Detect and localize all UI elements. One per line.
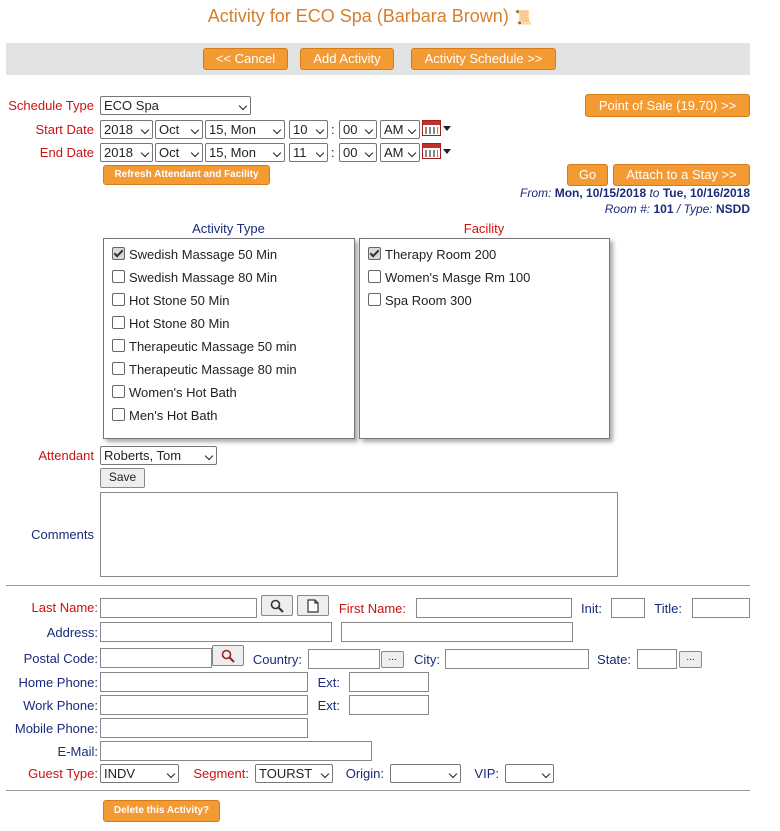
start-month-select[interactable]: Oct: [155, 120, 203, 139]
checkbox[interactable]: [112, 385, 125, 398]
search-last-name-button[interactable]: [261, 595, 293, 616]
facility-header: Facility: [463, 221, 505, 236]
activity-option-label: Swedish Massage 50 Min: [129, 247, 278, 262]
activity-option-label: Swedish Massage 80 Min: [129, 270, 278, 285]
search-icon: [221, 649, 235, 663]
comments-label: Comments: [31, 527, 94, 542]
comments-textarea[interactable]: [100, 492, 618, 577]
checkbox[interactable]: [112, 339, 125, 352]
activity-option-label: Women's Hot Bath: [129, 385, 237, 400]
checkbox[interactable]: [112, 362, 125, 375]
country-label: Country:: [252, 652, 302, 667]
go-button[interactable]: Go: [567, 164, 608, 186]
activity-option[interactable]: [112, 316, 229, 331]
activity-option-label: Hot Stone 50 Min: [129, 293, 230, 308]
end-ampm-select[interactable]: AM: [380, 143, 420, 162]
divider: [6, 585, 750, 586]
vip-label: VIP:: [474, 766, 499, 781]
home-ext-input[interactable]: [349, 672, 429, 692]
guest-type-label: Guest Type:: [28, 766, 98, 781]
address-line1-input[interactable]: [100, 622, 332, 642]
end-day-select[interactable]: 15, Mon: [205, 143, 285, 162]
page-title-text: Activity for ECO Spa (Barbara Brown): [207, 6, 509, 26]
mobile-phone-input[interactable]: [100, 718, 308, 738]
end-hour-select[interactable]: 11: [289, 143, 328, 162]
room-label: Room #:: [604, 202, 651, 216]
first-name-input[interactable]: [416, 598, 572, 618]
activity-type-list: [103, 238, 355, 439]
end-date-label: End Date: [39, 145, 94, 160]
postal-code-label: Postal Code:: [23, 651, 98, 666]
page-title: [0, 6, 740, 27]
guest-type-select[interactable]: INDV: [100, 764, 179, 783]
city-label: City:: [414, 652, 440, 667]
add-activity-button[interactable]: Add Activity: [300, 48, 394, 70]
activity-type-header: Activity Type: [192, 221, 265, 236]
state-input[interactable]: [637, 649, 677, 669]
start-year-select[interactable]: 2018: [100, 120, 153, 139]
to-value: Tue, 10/16/2018: [662, 186, 750, 200]
refresh-attendant-button[interactable]: Refresh Attendant and Facility: [103, 165, 270, 185]
divider: [6, 790, 750, 791]
origin-select[interactable]: [390, 764, 461, 783]
activity-option[interactable]: [112, 339, 297, 354]
save-button[interactable]: Save: [100, 468, 145, 488]
scroll-icon[interactable]: 📜: [514, 9, 533, 25]
country-input[interactable]: [308, 649, 380, 669]
work-ext-label: Ext:: [317, 698, 340, 713]
activity-option-label: Hot Stone 80 Min: [129, 316, 230, 331]
facility-option[interactable]: [368, 270, 530, 285]
facility-option-label: Therapy Room 200: [385, 247, 497, 262]
cancel-button[interactable]: << Cancel: [203, 48, 288, 70]
activity-option[interactable]: [112, 362, 297, 377]
checkbox[interactable]: [112, 270, 125, 283]
checkbox[interactable]: [368, 270, 381, 283]
activity-option-label: Therapeutic Massage 80 min: [129, 362, 297, 377]
activity-option[interactable]: [112, 385, 237, 400]
home-phone-label: Home Phone:: [18, 675, 98, 690]
init-label: Init:: [581, 601, 602, 616]
point-of-sale-button[interactable]: Point of Sale (19.70) >>: [585, 94, 750, 117]
from-label: From:: [520, 186, 552, 200]
first-name-label: First Name:: [338, 601, 406, 616]
from-value: Mon, 10/15/2018: [554, 186, 647, 200]
start-day-select[interactable]: 15, Mon: [205, 120, 285, 139]
to-label: to: [649, 186, 660, 200]
checkbox[interactable]: [112, 316, 125, 329]
checkbox[interactable]: [112, 408, 125, 421]
schedule-type-label: Schedule Type: [8, 98, 94, 113]
start-ampm-select[interactable]: AM: [380, 120, 420, 139]
activity-option[interactable]: [112, 293, 229, 308]
vip-select[interactable]: [505, 764, 554, 783]
segment-label: Segment:: [193, 766, 249, 781]
checkbox[interactable]: [112, 293, 125, 306]
postal-code-input[interactable]: [100, 648, 212, 668]
end-calendar-icon[interactable]: [422, 143, 441, 159]
room-type-value: NSDD: [715, 202, 750, 216]
facility-option[interactable]: [368, 293, 472, 308]
time-separator: :: [331, 145, 335, 160]
time-separator: :: [331, 122, 335, 137]
attach-to-stay-button[interactable]: Attach to a Stay >>: [613, 164, 750, 186]
end-calendar-dropdown-icon[interactable]: [443, 149, 451, 154]
checkbox[interactable]: [368, 293, 381, 306]
schedule-type-select[interactable]: ECO Spa: [100, 96, 251, 115]
mobile-phone-label: Mobile Phone:: [14, 721, 98, 736]
new-guest-button[interactable]: [297, 595, 329, 616]
email-label: E-Mail:: [57, 744, 98, 759]
email-input[interactable]: [100, 741, 372, 761]
activity-option-label: Therapeutic Massage 50 min: [129, 339, 297, 354]
end-year-select[interactable]: 2018: [100, 143, 153, 162]
activity-schedule-button[interactable]: Activity Schedule >>: [411, 48, 556, 70]
home-ext-label: Ext:: [317, 675, 340, 690]
work-phone-label: Work Phone:: [23, 698, 98, 713]
end-minute-select[interactable]: 00: [339, 143, 377, 162]
search-icon: [270, 599, 284, 613]
start-hour-select[interactable]: 10: [289, 120, 328, 139]
activity-option[interactable]: [112, 247, 277, 262]
country-lookup-button[interactable]: ...: [381, 651, 404, 668]
document-icon: [307, 599, 319, 613]
work-phone-input[interactable]: [100, 695, 308, 715]
home-phone-input[interactable]: [100, 672, 308, 692]
last-name-input[interactable]: [100, 598, 257, 618]
stay-room: [605, 202, 750, 216]
start-date-label: Start Date: [35, 122, 94, 137]
checkbox[interactable]: [368, 247, 381, 260]
activity-option[interactable]: [112, 408, 217, 423]
room-value: 101: [653, 202, 674, 216]
title-label: Title:: [654, 601, 682, 616]
stay-dates: [520, 186, 750, 200]
attendant-select[interactable]: Roberts, Tom: [100, 446, 217, 465]
title-input[interactable]: [692, 598, 750, 618]
facility-option[interactable]: [368, 247, 496, 262]
facility-option-label: Spa Room 300: [385, 293, 472, 308]
address-line2-input[interactable]: [341, 622, 573, 642]
origin-label: Origin:: [345, 766, 384, 781]
end-month-select[interactable]: Oct: [155, 143, 203, 162]
init-input[interactable]: [611, 598, 645, 618]
facility-option-label: Women's Masge Rm 100: [385, 270, 531, 285]
activity-option-label: Men's Hot Bath: [129, 408, 218, 423]
checkbox[interactable]: [112, 247, 125, 260]
room-type-label: / Type:: [676, 202, 713, 216]
city-input[interactable]: [445, 649, 589, 669]
address-label: Address:: [46, 625, 98, 640]
state-lookup-button[interactable]: ...: [679, 651, 702, 668]
search-postal-button[interactable]: [212, 645, 244, 666]
attendant-label: Attendant: [38, 448, 94, 463]
last-name-label: Last Name:: [31, 600, 98, 615]
start-minute-select[interactable]: 00: [339, 120, 377, 139]
work-ext-input[interactable]: [349, 695, 429, 715]
segment-select[interactable]: TOURST: [255, 764, 333, 783]
start-calendar-dropdown-icon[interactable]: [443, 126, 451, 131]
start-calendar-icon[interactable]: [422, 120, 441, 136]
state-label: State:: [597, 652, 631, 667]
activity-option[interactable]: [112, 270, 277, 285]
delete-activity-button[interactable]: Delete this Activity?: [103, 800, 220, 822]
facility-list: [359, 238, 610, 439]
